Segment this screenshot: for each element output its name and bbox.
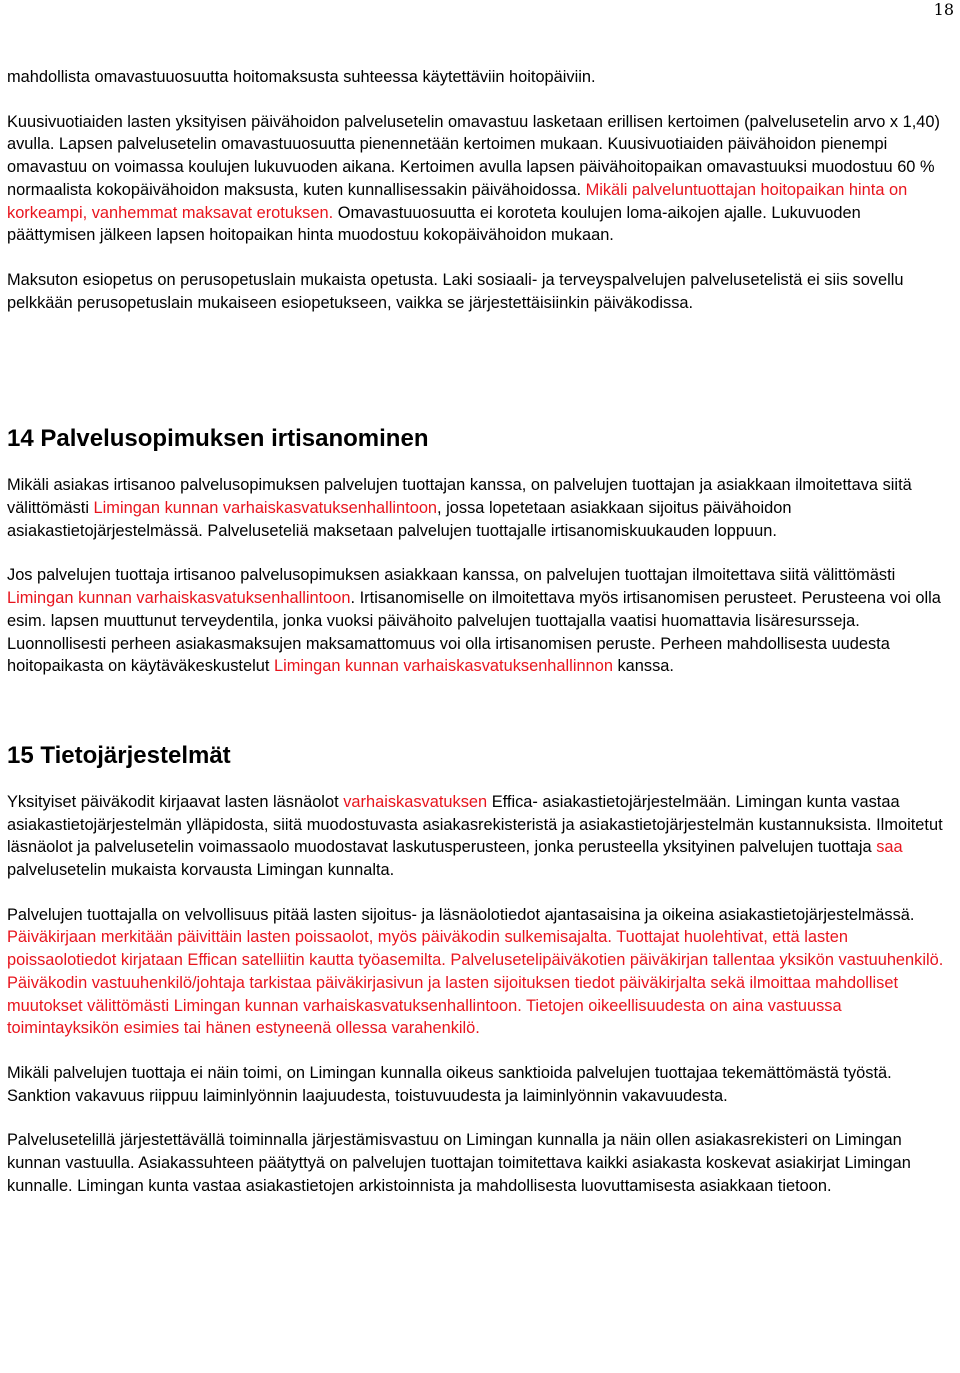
text-run: Palvelusetelillä järjestettävällä toiminnalla järjestämisvastuu on Limingan kunnalla ja näin ollen asiakasrekisteri on Limingan kunnan vastuulla. Asiakassuhteen päätyttyä on palvelujen tuottajan toimitettava kaikki asiakasta koskevat asiakirjat Limingan kunnalle. Limingan kunta vastaa asiakastietojen arkistoinnista ja mahdollisesta luovuttamisesta asiakkaan tietoon. (7, 1131, 911, 1195)
page-number: 18 (933, 0, 954, 19)
paragraph (7, 904, 953, 1040)
text-run: Palvelujen tuottajalla on velvollisuus pitää lasten sijoitus- ja läsnäolotiedot ajantasaisina ja oikeina asiakastietojärjestelmässä. (7, 905, 915, 924)
text-run: mahdollista omavastuuosuutta hoitomaksusta suhteessa käytettäviin hoitopäiviin. (7, 68, 596, 86)
highlighted-text: Päiväkirjaan merkitään päivittäin lasten poissaolot, myös päiväkodin sulkemisajalta. Tuottajat huolehtivat, että lasten poissaolotiedot kirjataan Effican satelliitin kautta työasemilta. Palvelusetelipäiväkotien päiväkirjan tallentaa yksikön vastuuhenkilö. Päiväkodin vastuuhenkilö/johtaja tarkistaa päiväkirjasivun ja lasten sijoituksen tiedot päiväkirjalta sekä ilmoittaa mahdolliset muutokset välittömästi Limingan kunnan varhaiskasvatuksenhallintoon. Tietojen oikeellisuudesta on aina vastuussa toimintayksikön esimies tai hänen estyneenä ollessa varahenkilö. (7, 928, 944, 1038)
section-heading: 15 Tietojärjestelmät (7, 741, 231, 769)
section-heading: 14 Palvelusopimuksen irtisanominen (7, 425, 429, 453)
paragraph (7, 111, 953, 247)
highlighted-text: Limingan kunnan varhaiskasvatuksenhallinnon (273, 657, 613, 676)
highlighted-text: Mikäli palveluntuottajan hoitopaikan hinta on korkeampi, vanhemmat maksavat erotuksen. (7, 180, 908, 222)
document-body (7, 66, 953, 1198)
text-run: Mikäli asiakas irtisanoo palvelusopimuksen palvelujen tuottajan kanssa, on palvelujen tuottajan ja asiakkaan ilmoitettava siitä välittömästi (7, 476, 912, 518)
text-run: Jos palvelujen tuottaja irtisanoo palvelusopimuksen asiakkaan kanssa, on palvelujen tuottajan ilmoitettava siitä välittömästi (7, 566, 896, 585)
text-run: . Irtisanomiselle on ilmoitettava myös irtisanomisen perusteet. Perusteena voi olla esim. lapsen muuttunut terveydentila, jonka vuoksi päivähoito palvelujen tuottajalla vaatisi huomattavia lisäresursseja. Luonnollisesti perheen asiakasmaksujen maksamattomuus voi olla irtisanomisen peruste. Perheen mahdollisesta uudesta hoitopaikasta on käytäväkeskustelut (7, 589, 941, 676)
paragraph (7, 1129, 953, 1197)
text-run: Yksityiset päiväkodit kirjaavat lasten läsnäolot (7, 792, 344, 811)
paragraph (7, 474, 953, 542)
text-run: palvelusetelin mukaista korvausta Limingan kunnalta. (7, 861, 395, 880)
highlighted-text: saa (876, 838, 903, 857)
text-run: Omavastuuosuutta ei koroteta koulujen loma-aikojen ajalle. Lukuvuoden päättymisen jälkeen lapsen hoitopaikan hinta muodostuu kokopäivähoidon mukaan. (7, 203, 861, 245)
text-run: Mikäli palvelujen tuottaja ei näin toimi, on Limingan kunnalla oikeus sanktioida palvelujen tuottajaa tekemättömästä työstä. Sanktion vakavuus riippuu laiminlyönnin laajuudesta, toistuvuudesta ja laiminlyönnin vakavuudesta. (7, 1063, 892, 1105)
highlighted-text: Limingan kunnan varhaiskasvatuksenhallintoon (93, 499, 438, 518)
paragraph (7, 564, 953, 678)
paragraph (7, 269, 953, 314)
paragraph (7, 791, 953, 882)
paragraph (7, 1062, 953, 1107)
text-run: Maksuton esiopetus on perusopetuslain mukaista opetusta. Laki sosiaali- ja terveyspalvelujen palvelusetelistä ei siis sovellu pelkkään perusopetuslain mukaiseen esiopetukseen, vaikka se järjestettäisiinkin päiväkodissa. (7, 270, 904, 312)
highlighted-text: Limingan kunnan varhaiskasvatuksenhallintoon (7, 589, 351, 608)
paragraph (7, 66, 953, 89)
text-run: kanssa. (612, 657, 674, 676)
highlighted-text: varhaiskasvatuksen (343, 792, 488, 811)
text-run: Kuusivuotiaiden lasten yksityisen päivähoidon palvelusetelin omavastuu lasketaan erillisen kertoimen (palvelusetelin arvo x 1,40) avulla. Lapsen palvelusetelin omavastuuosuutta pienennetään kertoimen mukaan. Kuusivuotiaiden päivähoidon pienempi omavastuu on voimassa koulujen lukuvuoden aikana. Kertoimen avulla lapsen päivähoitopaikan omavastuuksi muodostuu 60 % normaalista kokopäivähoidon maksusta, kuten kunnallisessakin päivähoidossa. (7, 112, 940, 199)
text-run: Effica- asiakastietojärjestelmään. Limingan kunta vastaa asiakastietojärjestelmän ylläpidosta, siitä muodostuvasta asiakasrekisteristä ja asiakastietojärjestelmän kustannuksista. Ilmoitetut läsnäolot ja palvelusetelin voimassaolo muodostavat laskutusperusteen, jonka perusteella yksityinen palvelujen tuottaja (7, 792, 943, 857)
text-run: , jossa lopetetaan asiakkaan sijoitus päivähoidon asiakastietojärjestelmässä. Palveluseteliä maksetaan palvelujen tuottajalle irtisanomiskuukauden loppuun. (7, 499, 792, 540)
